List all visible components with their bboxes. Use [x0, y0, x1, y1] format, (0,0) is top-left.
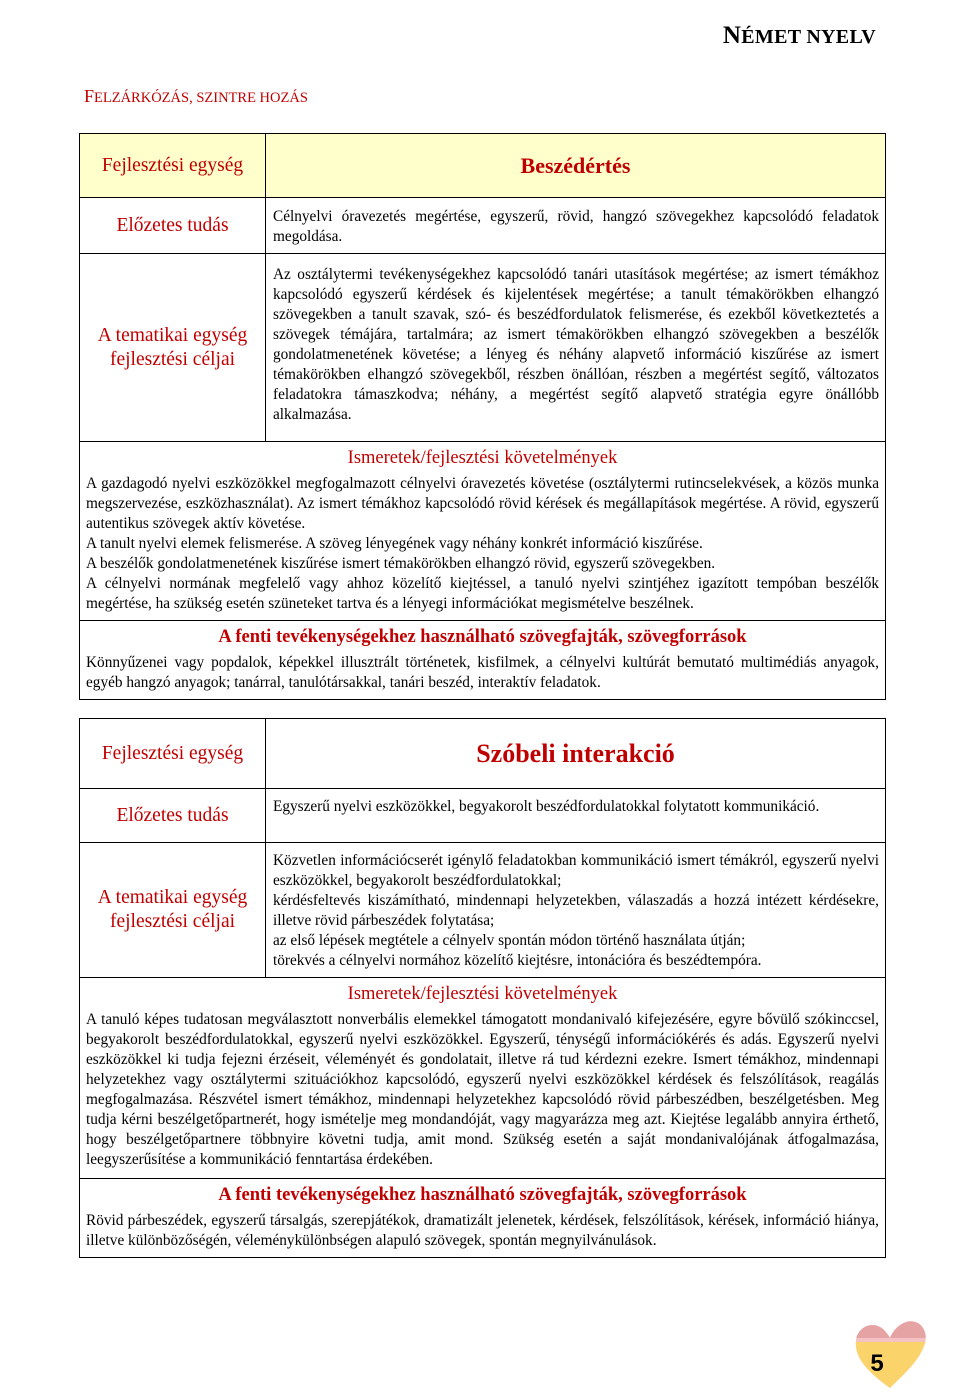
- unit-title: Szóbeli interakció: [266, 719, 886, 789]
- sources-section: [80, 621, 886, 700]
- section-title-initial: F: [84, 86, 95, 106]
- subject-title-initial: N: [722, 22, 742, 49]
- requirement-item: A célnyelvi normának megfelelő vagy ahhoz közelítő kiejtéssel, a tanuló nyelvi szintjéhez igazított tempóban beszélők megértése, ha szükség esetén szüneteket tartva és a lényegi információkat megismételve beszélnek.: [86, 575, 879, 612]
- unit-table-szobeli-interakcio: [79, 718, 886, 1258]
- requirements-section: [80, 978, 886, 1179]
- section-title: [84, 86, 308, 107]
- section-title-rest: ELZÁRKÓZÁS, SZINTRE HOZÁS: [94, 90, 308, 106]
- goals-text: [266, 843, 886, 978]
- page-number: 5: [870, 1350, 884, 1377]
- unit-label: Fejlesztési egység: [80, 134, 266, 198]
- goals-label-line-2: fejlesztési céljai: [109, 911, 236, 932]
- sources-section: [80, 1179, 886, 1258]
- unit-label: Fejlesztési egység: [80, 719, 266, 789]
- requirement-item: A beszélők gondolatmenetének kiszűrése ismert témakörökben elhangzó rövid, egyszerű szövegekben.: [86, 555, 716, 572]
- goal-item: kérdésfeltevés kiszámítható, mindennapi helyzetekben, válaszadás a hozzá intézett kérdésekre, illetve rövid párbeszédek folytatása;: [273, 892, 879, 929]
- goals-label: [80, 843, 266, 978]
- subject-title: [723, 22, 876, 50]
- goal-item: törekvés a célnyelvi normához közelítő kiejtésre, intonációra és beszédtempóra.: [273, 952, 762, 969]
- prior-knowledge-text: Célnyelvi óravezetés megértése, egyszerű, rövid, hangzó szövegekhez kapcsolódó feladatok megoldása.: [266, 198, 886, 254]
- requirement-item: A tanult nyelvi elemek felismerése. A szöveg lényegének vagy néhány konkrét információ kiszűrése.: [86, 535, 703, 552]
- goals-label: [80, 254, 266, 442]
- requirements-heading: Ismeretek/fejlesztési követelmények: [347, 448, 618, 468]
- goals-label-line-1: A tematikai egység: [97, 887, 248, 908]
- goals-text: Az osztálytermi tevékenységekhez kapcsolódó tanári utasítások megértése; az ismert témákhoz kapcsolódó egyszerű kérdések és kijelentések megértése; a tanult témakörökben elhangzó szövegekben a tanult szavak, szó- és beszédfordulatok felismerése, és ezekből következtetés a szövegek témájára, tartalmára; az ismert témakörökben elhangzó szövegekben a beszélők gondolatmenetének követése; a lényeg és néhány alapvető információ kiszűrése az ismert témakörökben elhangzó szövegekből, részben önállóan, részben a megértést segítő, változatos feladatokra támaszkodva; néhány, a megértést segítő alapvető stratégia egyre önállóbb alkalmazása.: [266, 254, 886, 442]
- prior-knowledge-label: Előzetes tudás: [80, 789, 266, 843]
- sources-heading: A fenti tevékenységekhez használható szövegfajták, szövegforrások: [218, 627, 747, 647]
- sources-heading: A fenti tevékenységekhez használható szövegfajták, szövegforrások: [218, 1185, 747, 1205]
- requirement-item: A gazdagodó nyelvi eszközökkel megfogalmazott célnyelvi óravezetés követése (osztálytermi rutincselekvések, a közös munka megszervezése, eszközhasználat). Az ismert témákhoz kapcsolódó rövid kérések és megállapítások megértése. A rövid, egyszerű autentikus szövegek aktív követése.: [86, 475, 879, 532]
- prior-knowledge-label: Előzetes tudás: [80, 198, 266, 254]
- unit-title: Beszédértés: [266, 134, 886, 198]
- sources-text: Rövid párbeszédek, egyszerű társalgás, szerepjátékok, dramatizált jelenetek, kérdések, felszólítások, kérések, információ hiánya, illetve különbözőségén, véleménykülönbségen alapuló szövegek, spontán megnyilvánulások.: [86, 1212, 879, 1249]
- prior-knowledge-text: Egyszerű nyelvi eszközökkel, begyakorolt beszédfordulatokkal folytatott kommunikáció.: [266, 789, 886, 843]
- requirements-heading: Ismeretek/fejlesztési követelmények: [347, 984, 618, 1004]
- subject-title-rest: ÉMET NYELV: [741, 26, 876, 48]
- goal-item: Közvetlen információcserét igénylő feladatokban kommunikáció ismert témákról, egyszerű nyelvi eszközökkel, begyakorolt beszédfordulatokkal;: [273, 852, 879, 889]
- requirements-text: A tanuló képes tudatosan megválasztott nonverbális elemekkel támogatott mondanivaló kifejezésére, egyre bővülő szókinccsel, begyakorolt beszédfordulatokkal, egyszerű nyelvi eszközökkel. Egyszerű, ténységű információkérés és adás. Egyszerű nyelvi eszközökkel ki tudja fejezni érzéseit, véleményét és gondolatait, illetve rá tud kérdezni ezekre. Ismert témákhoz, mindennapi helyzetekhez vagy osztálytermi szituációkhoz kapcsolódó, egyszerű nyelvi eszközökkel kérdések és felszólítások, reagálás megfogalmazása. Részvétel ismert témákhoz, mindennapi helyzetekhez kapcsolódó rövid párbeszédben, beszélgetésben. Meg tudja kérni beszélgetőpartnerét, hogy ismételje meg mondandóját, vagy magyarázza meg azt. Kiejtése legalább annyira érthető, hogy beszélgetőpartnere többnyire követni tudja, amit mond. Szükség esetén a saját mondanivalójának átfogalmazása, leegyszerűsítése a kommunikáció fenntartása érdekében.: [86, 1011, 879, 1168]
- goals-label-line-2: fejlesztési céljai: [109, 348, 236, 370]
- sources-text: Könnyűzenei vagy popdalok, képekkel illusztrált történetek, kisfilmek, a célnyelvi kultúrát bemutató multimédiás anyagok, egyéb hangzó anyagok; tanárral, tanulótársakkal, tanári beszéd, interaktív feladatok.: [86, 654, 879, 691]
- requirements-section: [80, 442, 886, 621]
- unit-table-beszedertes: [79, 133, 886, 700]
- goals-label-line-1: A tematikai egység: [97, 324, 248, 346]
- goal-item: az első lépések megtétele a célnyelv spontán módon történő használata útján;: [273, 932, 746, 949]
